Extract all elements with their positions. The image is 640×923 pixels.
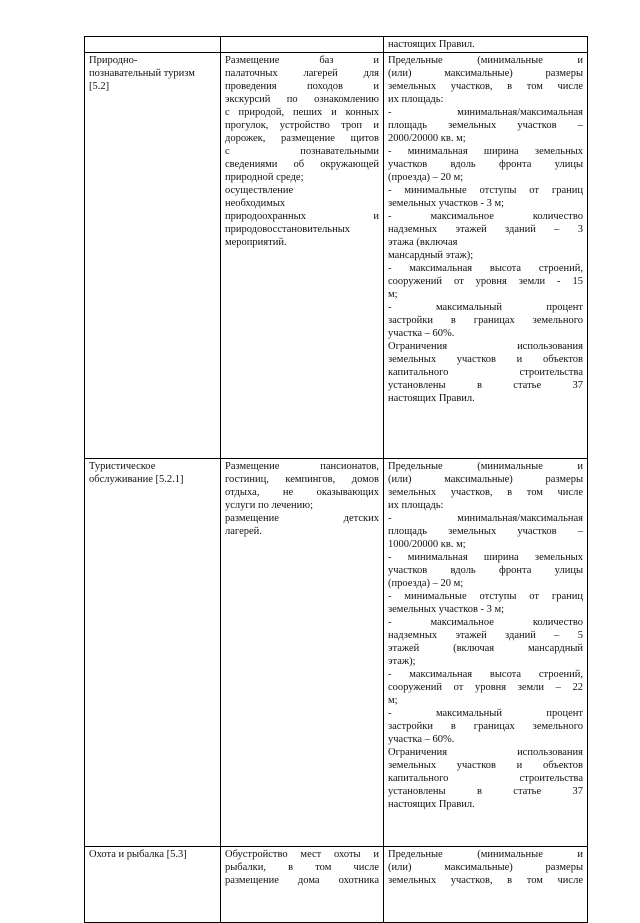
text-line: капитального строительства [388,773,583,784]
cell-land-use-parameters [384,459,588,847]
cell-land-use-description [221,53,384,459]
text-line: - максимальная высота строений, [388,263,583,274]
text-line: надземных этажей зданий – 5 [388,630,583,641]
text-line: земельных участков - 3 м; [388,604,505,615]
text-line: Предельные (минимальные и [388,461,583,472]
text-line: участка – 60%. [388,734,455,745]
table-row [85,37,588,53]
text-line: установлены в статье 37 [388,380,583,391]
text-line: установлены в статье 37 [388,786,583,797]
text-line: этажей (включая мансардный [388,643,583,654]
text-line: необходимых [225,198,286,209]
text-line: Предельные (минимальные и [388,55,583,66]
text-line: (или) максимальные) размеры [388,68,583,79]
text-line: Природно- [89,55,138,66]
text-line: - минимальная ширина земельных [388,146,583,157]
text-line: услуги по лечению; [225,500,314,511]
text-line: - минимальная ширина земельных [388,552,583,563]
text-line: их площадь: [388,500,444,511]
text-line: Размещение пансионатов, [225,461,379,472]
text-line: обслуживание [5.2.1] [89,474,184,485]
cell-land-use-name [85,459,221,847]
text-line: прогулок, устройство троп и [225,120,379,131]
cell-land-use-name [85,53,221,459]
text-line: земельных участков - 3 м; [388,198,505,209]
text-line: экскурсий по ознакомлению [225,94,379,105]
text-line: Охота и рыбалка [5.3] [89,849,187,860]
table-body [85,37,588,923]
text-line: настоящих Правил. [388,393,475,404]
text-line: земельных участков, в том числе [388,875,583,886]
text-line: сооружений от уровня земли - 15 [388,276,583,287]
text-line: Ограничения использования [388,341,583,352]
text-line: земельных участков и объектов [388,760,583,771]
text-line: мансардный этаж); [388,250,474,261]
text-line: земельных участков, в том числе [388,487,583,498]
text-line: площадь земельных участков – [388,526,583,537]
text-line: участка – 60%. [388,328,455,339]
text-line: земельных участков и объектов [388,354,583,365]
text-line: [5.2] [89,81,110,92]
text-line: сооружений от уровня земли – 22 [388,682,583,693]
text-line: лагерей. [225,526,262,537]
text-line: - максимальный процент [388,302,583,313]
text-line: мероприятий. [225,237,287,248]
table-row [85,53,588,459]
cell-land-use-description [221,37,384,53]
cell-land-use-parameters [384,37,588,53]
text-line: дорожек, размещение щитов [225,133,379,144]
text-line: Туристическое [89,461,156,472]
text-line: (проезда) – 20 м; [388,578,464,589]
text-line: застройки в границах земельного [388,721,583,732]
table-row [85,847,588,923]
text-line: размещение дома охотника [225,875,379,886]
text-line: - минимальная/максимальная [388,107,583,118]
text-line: - максимальная высота строений, [388,669,583,680]
cell-land-use-description [221,459,384,847]
table-row [85,459,588,847]
text-line: площадь земельных участков – [388,120,583,131]
text-line: познавательный туризм [89,68,195,79]
text-line: проведения походов и [225,81,379,92]
text-line: Обустройство мест охоты и [225,849,379,860]
text-line: участков вдоль фронта улицы [388,159,583,170]
text-line: рыбалки, в том числе [225,862,379,873]
text-line: (или) максимальные) размеры [388,862,583,873]
text-line: природной среде; [225,172,304,183]
text-line: - максимальное количество [388,617,583,628]
text-line: участков вдоль фронта улицы [388,565,583,576]
text-line: - минимальные отступы от границ [388,591,583,602]
cell-land-use-description [221,847,384,923]
text-line: капитального строительства [388,367,583,378]
text-line: м; [388,289,398,300]
text-line: отдыха, не оказывающих [225,487,379,498]
cell-land-use-parameters [384,53,588,459]
land-use-table [84,36,588,923]
text-line: - минимальная/максимальная [388,513,583,524]
text-line: Размещение баз и [225,55,379,66]
text-line: природоохранных и [225,211,379,222]
cell-land-use-name [85,37,221,53]
text-line: 1000/20000 кв. м; [388,539,466,550]
text-line: размещение детских [225,513,379,524]
text-line: Предельные (минимальные и [388,849,583,860]
text-line: 2000/20000 кв. м; [388,133,466,144]
text-line: - максимальное количество [388,211,583,222]
text-line: сведениями об окружающей [225,159,379,170]
text-line: природовосстановительных [225,224,351,235]
text-line: м; [388,695,398,706]
text-line: настоящих Правил. [388,799,475,810]
text-line: с познавательными [225,146,379,157]
text-line: настоящих Правил. [388,39,475,50]
text-line: (проезда) – 20 м; [388,172,464,183]
text-line: застройки в границах земельного [388,315,583,326]
text-line: с природой, пеших и конных [225,107,379,118]
text-line: гостиниц, кемпингов, домов [225,474,379,485]
text-line: надземных этажей зданий – 3 [388,224,583,235]
text-line: Ограничения использования [388,747,583,758]
text-line: палаточных лагерей для [225,68,379,79]
text-line: (или) максимальные) размеры [388,474,583,485]
cell-land-use-parameters [384,847,588,923]
text-line: этаж); [388,656,416,667]
text-line: - минимальные отступы от границ [388,185,583,196]
text-line: осуществление [225,185,294,196]
text-line: земельных участков, в том числе [388,81,583,92]
text-line: - максимальный процент [388,708,583,719]
text-line: их площадь: [388,94,444,105]
text-line: этажа (включая [388,237,458,248]
cell-land-use-name [85,847,221,923]
